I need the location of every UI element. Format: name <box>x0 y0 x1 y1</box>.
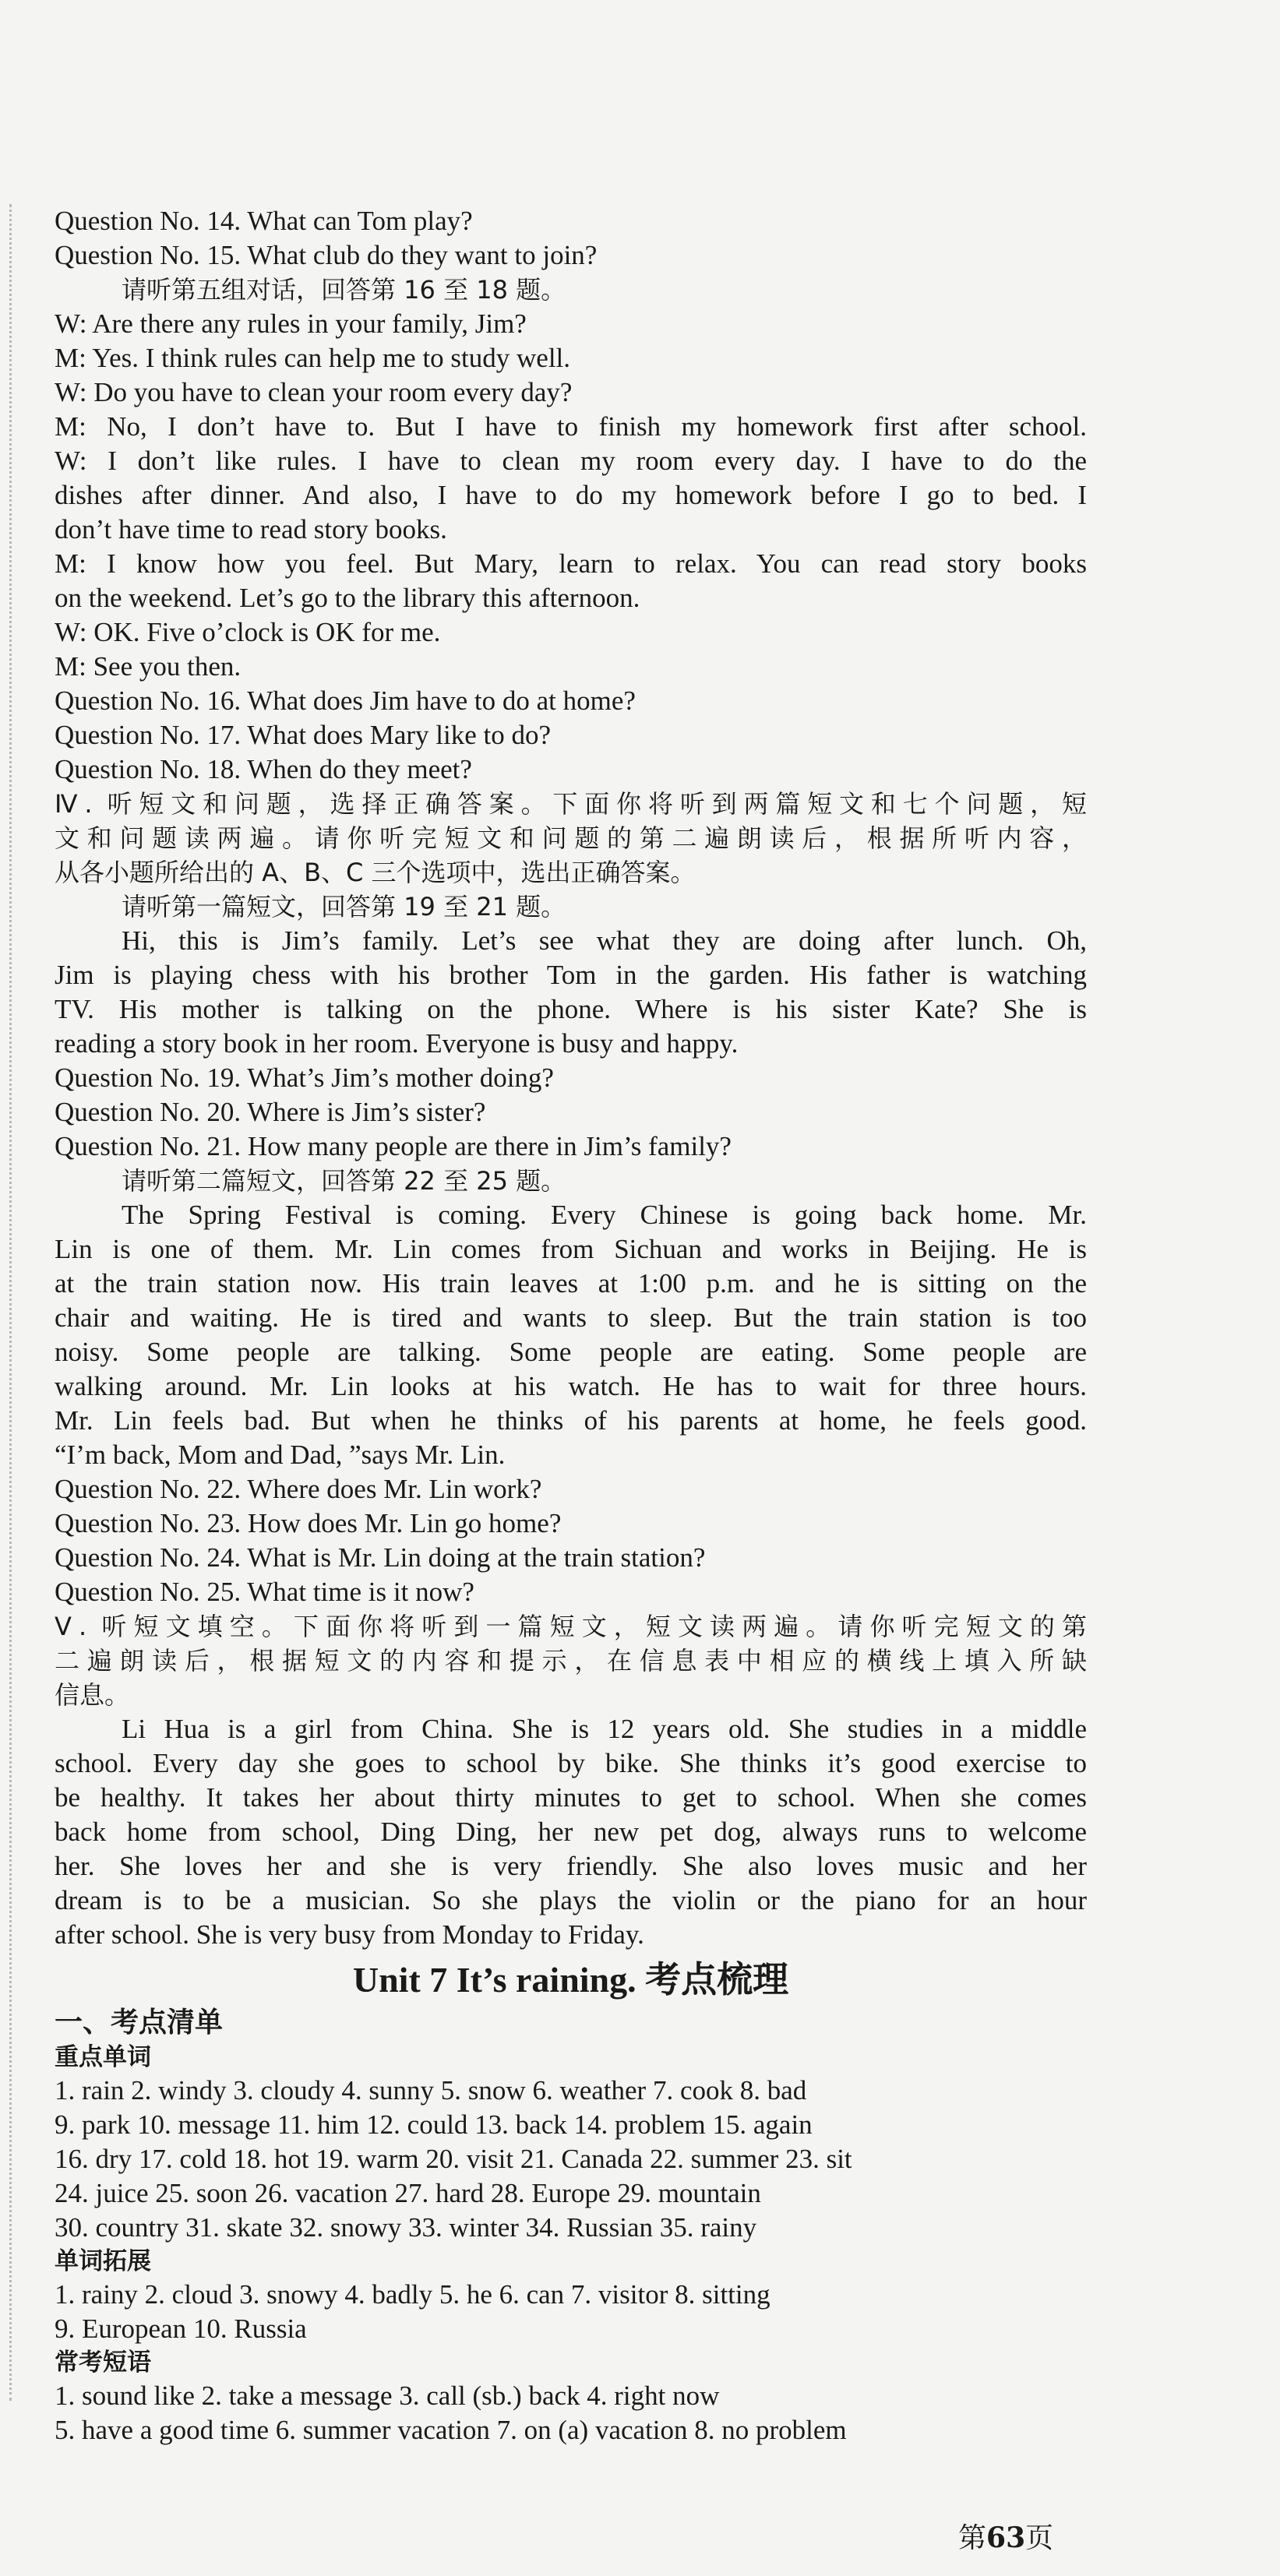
subsection-title: 单词拓展 <box>55 2247 151 2275</box>
dialogue-line: M: See you then. <box>55 651 242 682</box>
question-line: Question No. 21. How many people are there in Jim’s family? <box>55 1131 732 1161</box>
subsection-title: 重点单词 <box>55 2043 151 2071</box>
document-page <box>55 204 1087 2447</box>
passage-line: Li Hua is a girl from China. She is 12 years old. She studies in a middle <box>122 1714 1087 1744</box>
word-list-line: 24. juice 25. soon 26. vacation 27. hard 28. Europe 29. mountain <box>55 2178 761 2208</box>
section-header: 从各小题所给出的 A、B、C 三个选项中，选出正确答案。 <box>55 858 696 887</box>
dialogue-line: W: I don’t like rules. I have to clean my room every day. I have to do the <box>55 446 1087 476</box>
text-line: Question No. 14. What can Tom play? <box>55 206 473 236</box>
question-line: Question No. 20. Where is Jim’s sister? <box>55 1097 486 1127</box>
question-line: Question No. 22. Where does Mr. Lin work? <box>55 1474 542 1504</box>
question-line: Question No. 16. What does Jim have to do at home? <box>55 685 636 716</box>
word-list-line: 1. rainy 2. cloud 3. snowy 4. badly 5. he 6. can 7. visitor 8. sitting <box>55 2279 770 2310</box>
passage-line: The Spring Festival is coming. Every Chinese is going back home. Mr. <box>122 1200 1087 1230</box>
subsection-title: 常考短语 <box>55 2349 151 2377</box>
dialogue-line: W: Do you have to clean your room every day? <box>55 377 573 407</box>
section-header: Ⅴ. 听短文填空。下面你将听到一篇短文，短文读两遍。请你听完短文的第 <box>55 1612 1087 1641</box>
word-list-line: 9. park 10. message 11. him 12. could 13. back 14. problem 15. again <box>55 2109 813 2140</box>
dialogue-line: M: No, I don’t have to. But I have to finish my homework first after school. <box>55 411 1087 442</box>
word-list-line: 16. dry 17. cold 18. hot 19. warm 20. visit 21. Canada 22. summer 23. sit <box>55 2144 852 2174</box>
dialogue-line: W: OK. Five o’clock is OK for me. <box>55 617 441 647</box>
passage-line: noisy. Some people are talking. Some people are eating. Some people are <box>55 1337 1087 1367</box>
dialogue-line: W: Are there any rules in your family, Jim? <box>55 308 527 339</box>
question-line: Question No. 17. What does Mary like to do? <box>55 720 552 750</box>
passage-line: be healthy. It takes her about thirty minutes to get to school. When she comes <box>55 1782 1087 1813</box>
question-line: Question No. 18. When do they meet? <box>55 754 472 784</box>
phrase-list-line: 5. have a good time 6. summer vacation 7. on (a) vacation 8. no problem <box>55 2415 847 2445</box>
page-number-suffix: 页 <box>1025 2522 1054 2554</box>
instruction: 请听第一篇短文，回答第 19 至 21 题。 <box>122 892 566 922</box>
page-number <box>958 2516 1053 2556</box>
section-header: Ⅳ. 听短文和问题，选择正确答案。下面你将听到两篇短文和七个问题，短 <box>55 789 1087 819</box>
binding-edge <box>9 204 12 2401</box>
passage-line: chair and waiting. He is tired and wants to sleep. But the train station is too <box>55 1302 1087 1333</box>
section-header: 二遍朗读后，根据短文的内容和提示，在信息表中相应的横线上填入所缺 <box>55 1646 1087 1676</box>
question-line: Question No. 25. What time is it now? <box>55 1577 474 1607</box>
word-list-line: 30. country 31. skate 32. snowy 33. winter 34. Russian 35. rainy <box>55 2212 757 2243</box>
unit-title: Unit 7 It’s raining. 考点梳理 <box>352 1960 789 2000</box>
dialogue-line: on the weekend. Let’s go to the library this afternoon. <box>55 583 640 613</box>
instruction: 请听第二篇短文，回答第 22 至 25 题。 <box>122 1166 566 1196</box>
page-number-value: 63 <box>986 2521 1026 2554</box>
passage-line: back home from school, Ding Ding, her new pet dog, always runs to welcome <box>55 1817 1087 1847</box>
section-header: 信息。 <box>55 1680 130 1710</box>
passage-line: Lin is one of them. Mr. Lin comes from Sichuan and works in Beijing. He is <box>55 1234 1087 1264</box>
passage-line: walking around. Mr. Lin looks at his watch. He has to wait for three hours. <box>55 1371 1087 1401</box>
section-title: 一、考点清单 <box>55 2007 224 2039</box>
passage-line: TV. His mother is talking on the phone. Where is his sister Kate? She is <box>55 994 1087 1024</box>
question-line: Question No. 19. What’s Jim’s mother doing? <box>55 1062 554 1093</box>
passage-line: after school. She is very busy from Monday to Friday. <box>55 1919 644 1950</box>
instruction: 请听第五组对话，回答第 16 至 18 题。 <box>122 275 566 305</box>
phrase-list-line: 1. sound like 2. take a message 3. call (sb.) back 4. right now <box>55 2380 720 2411</box>
question-line: Question No. 23. How does Mr. Lin go home? <box>55 1508 562 1538</box>
passage-line: Hi, this is Jim’s family. Let’s see what they are doing after lunch. Oh, <box>122 925 1087 956</box>
text-line: Question No. 15. What club do they want to join? <box>55 240 598 270</box>
passage-line: dream is to be a musician. So she plays the violin or the piano for an hour <box>55 1885 1087 1915</box>
word-list-line: 9. European 10. Russia <box>55 2313 307 2344</box>
dialogue-line: M: Yes. I think rules can help me to study well. <box>55 343 571 373</box>
passage-line: “I’m back, Mom and Dad, ”says Mr. Lin. <box>55 1440 506 1470</box>
question-line: Question No. 24. What is Mr. Lin doing at the train station? <box>55 1542 706 1573</box>
section-header: 文和问题读两遍。请你听完短文和问题的第二遍朗读后，根据所听内容， <box>55 823 1087 853</box>
dialogue-line: don’t have time to read story books. <box>55 514 447 544</box>
word-list-line: 1. rain 2. windy 3. cloudy 4. sunny 5. snow 6. weather 7. cook 8. bad <box>55 2075 807 2106</box>
dialogue-line: M: I know how you feel. But Mary, learn to relax. You can read story books <box>55 548 1087 579</box>
passage-line: reading a story book in her room. Everyone is busy and happy. <box>55 1028 739 1059</box>
passage-line: Mr. Lin feels bad. But when he thinks of his parents at home, he feels good. <box>55 1405 1087 1436</box>
passage-line: her. She loves her and she is very friendly. She also loves music and her <box>55 1851 1087 1881</box>
passage-line: at the train station now. His train leaves at 1:00 p.m. and he is sitting on the <box>55 1268 1087 1299</box>
page-number-prefix: 第 <box>958 2522 987 2554</box>
dialogue-line: dishes after dinner. And also, I have to do my homework before I go to bed. I <box>55 480 1087 510</box>
passage-line: school. Every day she goes to school by bike. She thinks it’s good exercise to <box>55 1748 1087 1778</box>
passage-line: Jim is playing chess with his brother Tom in the garden. His father is watching <box>55 960 1087 990</box>
